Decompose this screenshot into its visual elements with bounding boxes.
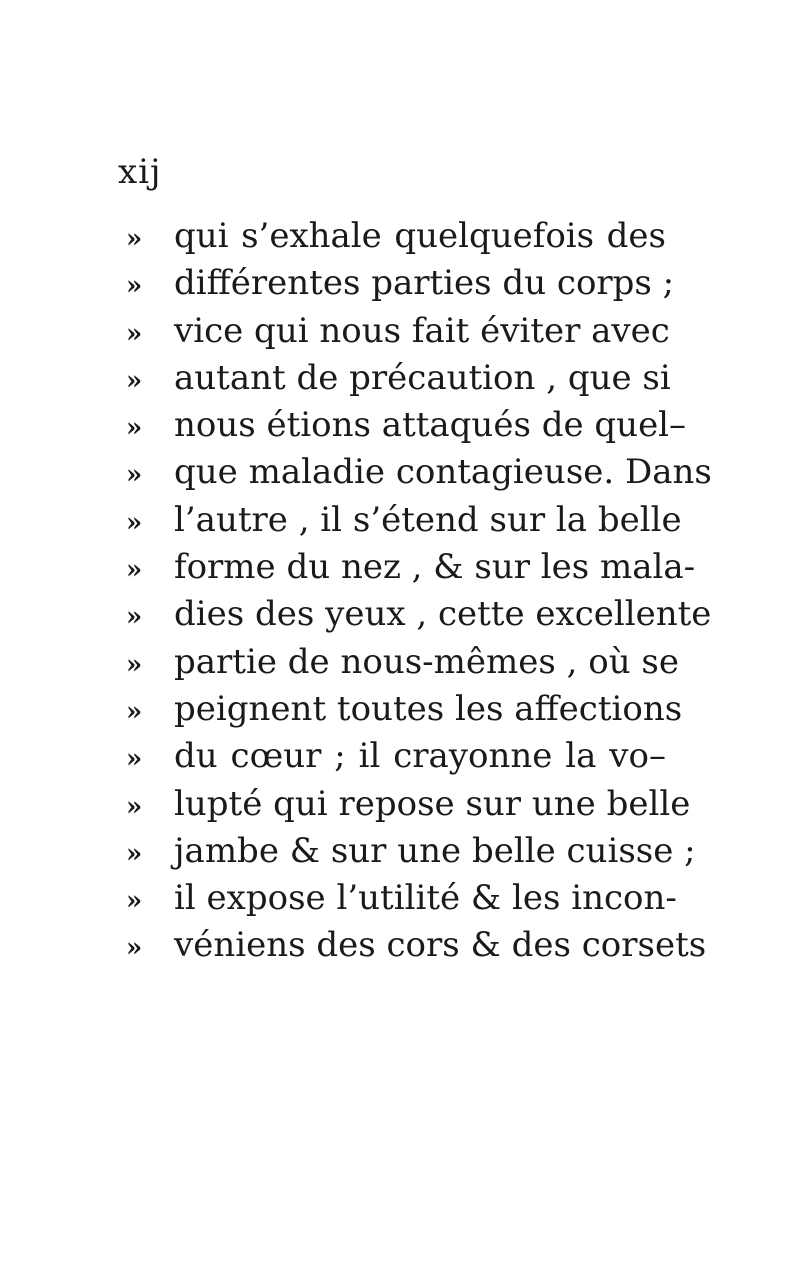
text-line <box>126 355 671 402</box>
page-number: xij <box>118 152 162 192</box>
line-text: qui s’exhale quelquefois des <box>174 216 666 256</box>
text-line <box>126 828 696 875</box>
line-text: il expose l’utilité & les incon- <box>174 878 677 919</box>
quote-mark: » <box>126 649 142 680</box>
quoted-text-block <box>126 213 712 970</box>
quote-mark: » <box>126 933 142 964</box>
line-text: partie de nous-mêmes , où se <box>174 641 679 682</box>
line-text: l’autre , il s’étend sur la belle <box>174 499 682 540</box>
quote-mark: » <box>126 271 142 302</box>
text-line <box>126 497 682 544</box>
line-text: véniens des cors & des corsets <box>174 925 707 966</box>
line-text: vice qui nous fait éviter avec <box>174 310 670 351</box>
line-text: du cœur ; il crayonne la vo– <box>174 736 666 777</box>
text-line <box>126 781 691 828</box>
quote-mark: » <box>126 224 142 254</box>
text-line <box>126 449 712 496</box>
line-text: dies des yeux , cette excellente <box>174 594 712 635</box>
quote-mark: » <box>126 886 142 917</box>
quote-mark: » <box>126 744 142 775</box>
line-text: lupté qui repose sur une belle <box>174 783 691 824</box>
quote-mark: » <box>126 838 142 869</box>
text-line <box>126 875 677 922</box>
text-line <box>126 544 696 591</box>
line-text: jambe & sur une belle cuisse ; <box>174 830 696 871</box>
text-line <box>126 639 679 686</box>
line-text: que maladie contagieuse. Dans <box>174 452 712 493</box>
text-line <box>126 922 707 969</box>
text-line <box>126 402 687 449</box>
line-text: autant de précaution , que si <box>174 357 671 398</box>
text-line <box>126 686 683 733</box>
line-text: peignent toutes les affections <box>174 688 683 729</box>
quote-mark: » <box>126 365 142 396</box>
quote-mark: » <box>126 791 142 822</box>
quote-mark: » <box>126 413 142 444</box>
quote-mark: » <box>126 696 142 727</box>
quote-mark: » <box>126 318 142 349</box>
text-line <box>126 260 675 307</box>
line-text: nous étions attaqués de quel– <box>174 405 687 446</box>
line-text: forme du nez , & sur les mala- <box>174 547 696 588</box>
quote-mark: » <box>126 507 142 538</box>
line-text: différentes parties du corps ; <box>174 263 675 304</box>
text-line <box>126 733 666 780</box>
text-line <box>126 308 670 355</box>
quote-mark: » <box>126 602 142 633</box>
quote-mark: » <box>126 555 142 586</box>
text-line <box>126 213 666 260</box>
quote-mark: » <box>126 460 142 491</box>
text-line <box>126 591 712 638</box>
